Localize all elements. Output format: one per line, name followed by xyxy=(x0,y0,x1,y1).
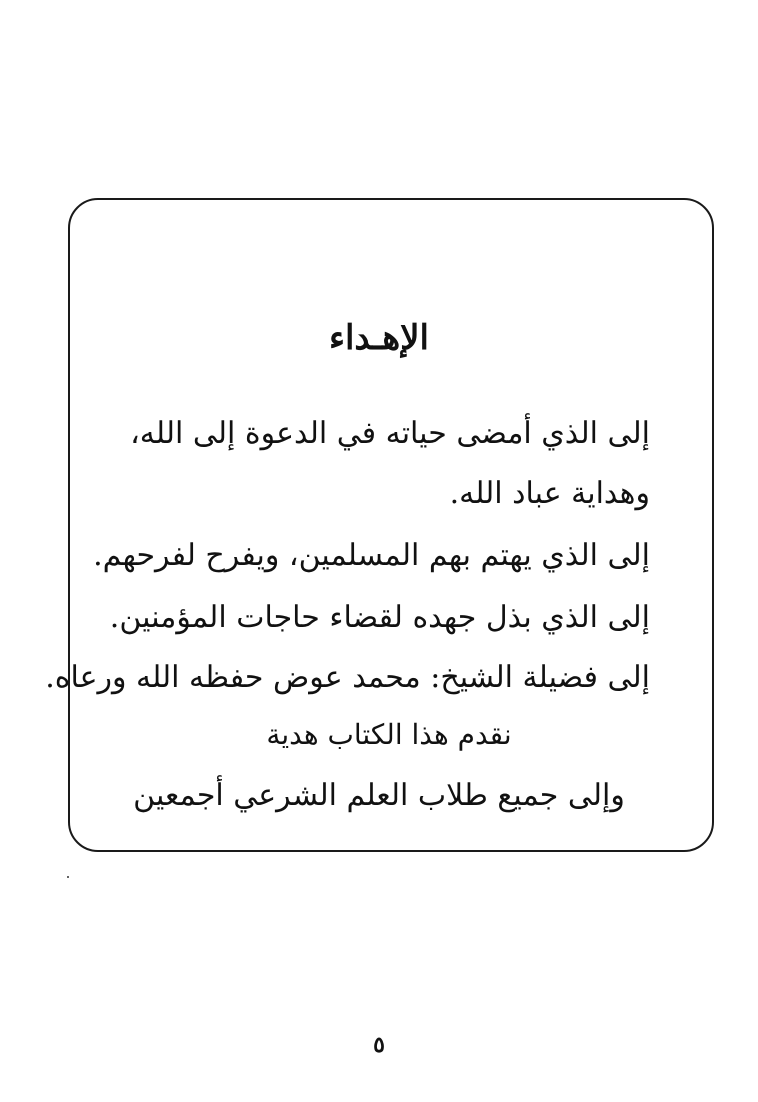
page-number: ٥ xyxy=(373,1032,385,1058)
dedication-line: وإلى جميع طلاب العلم الشرعي أجمعين xyxy=(133,778,625,813)
dedication-line: إلى الذي يهتم بهم المسلمين، ويفرح لفرحهم. xyxy=(93,538,650,573)
dedication-line: وهداية عباد الله. xyxy=(449,476,650,511)
dedication-title: الإهـداء xyxy=(328,318,429,358)
dedication-line: إلى الذي أمضى حياته في الدعوة إلى الله، xyxy=(130,416,650,451)
dedication-line: إلى فضيلة الشيخ: محمد عوض حفظه الله ورعاه. xyxy=(45,660,650,695)
dedication-frame xyxy=(68,198,714,852)
scan-speck xyxy=(67,876,69,878)
dedication-line: إلى الذي بذل جهده لقضاء حاجات المؤمنين. xyxy=(109,600,650,635)
dedication-line: نقدم هذا الكتاب هدية xyxy=(266,718,512,751)
